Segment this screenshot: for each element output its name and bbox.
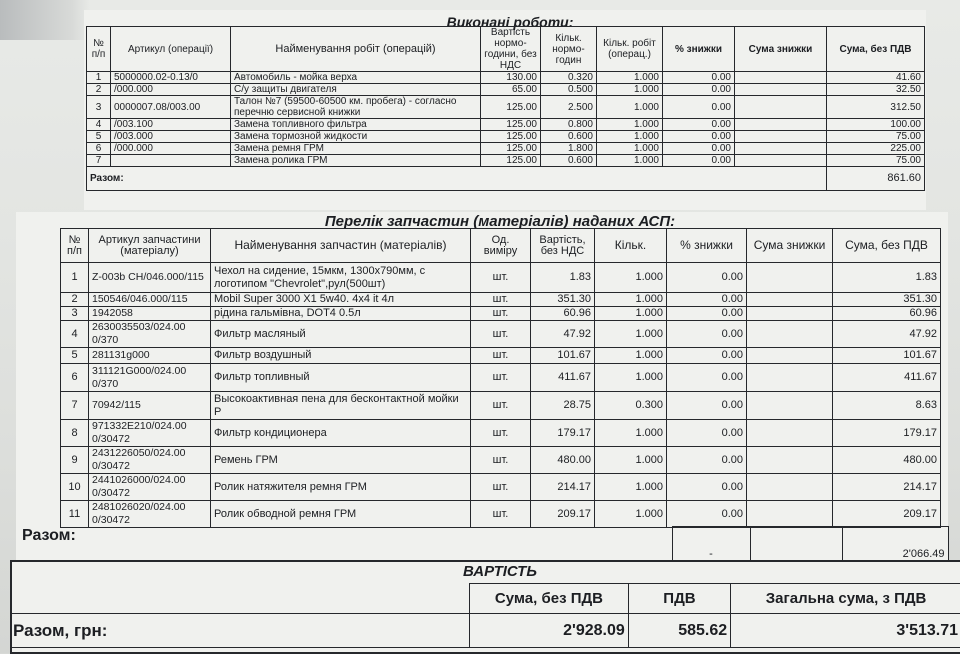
parts-row-discount-sum <box>747 293 833 307</box>
parts-row-discount-sum <box>747 263 833 293</box>
parts-row-discount-sum <box>747 321 833 348</box>
parts-row-discount: 0.00 <box>667 263 747 293</box>
parts-row-discount: 0.00 <box>667 501 747 528</box>
works-col-number: № п/п <box>87 27 111 72</box>
works-row-sum: 312.50 <box>827 96 925 119</box>
parts-row-qty: 1.000 <box>595 263 667 293</box>
works-row-article: 0000007.08/003.00 <box>111 96 231 119</box>
parts-col-discount-sum: Сума знижки <box>747 229 833 263</box>
cost-total-value: 3'513.71 <box>731 614 960 648</box>
parts-row-sum: 480.00 <box>833 447 941 474</box>
works-row-hours: 0.320 <box>541 72 597 84</box>
works-row-discount-sum <box>735 84 827 96</box>
parts-row-number: 1 <box>61 263 89 293</box>
parts-row-number: 9 <box>61 447 89 474</box>
works-row-discount: 0.00 <box>663 72 735 84</box>
parts-col-number: № п/п <box>61 229 89 263</box>
works-col-sum: Сума, без ПДВ <box>827 27 925 72</box>
parts-total-dash: - <box>672 527 750 561</box>
works-row-name: Автомобиль - мойка верха <box>231 72 481 84</box>
works-row-discount-sum <box>735 119 827 131</box>
works-col-hours: Кільк. нормо-годин <box>541 27 597 72</box>
cost-label: Разом, грн: <box>10 614 470 648</box>
works-row-qty: 1.000 <box>597 84 663 96</box>
parts-row-price: 209.17 <box>531 501 595 528</box>
parts-row <box>61 447 941 474</box>
parts-title: Перелік запчастин (матеріалів) наданих АСП: <box>324 213 676 230</box>
works-row-article: /003.000 <box>111 131 231 143</box>
parts-row-qty: 1.000 <box>595 364 667 392</box>
works-row-qty: 1.000 <box>597 119 663 131</box>
parts-row-qty: 1.000 <box>595 348 667 364</box>
works-row-qty: 1.000 <box>597 96 663 119</box>
parts-row-unit: шт. <box>471 348 531 364</box>
parts-row-price: 1.83 <box>531 263 595 293</box>
works-row-article: /003.100 <box>111 119 231 131</box>
parts-row-article: 971332E210/024.00 0/30472 <box>89 420 211 447</box>
works-row-name: Замена ролика ГРМ <box>231 155 481 167</box>
parts-row-article: 1942058 <box>89 307 211 321</box>
parts-row-article: 150546/046.000/115 <box>89 293 211 307</box>
works-row-name: Замена тормозной жидкости <box>231 131 481 143</box>
parts-row <box>61 348 941 364</box>
works-row-sum: 32.50 <box>827 84 925 96</box>
parts-row-sum: 1.83 <box>833 263 941 293</box>
works-row-number: 2 <box>87 84 111 96</box>
works-row-name: Талон №7 (59500-60500 км. пробега) - согласно перечню сервисной книжки <box>231 96 481 119</box>
parts-col-name: Найменування запчастин (матеріалів) <box>211 229 471 263</box>
parts-row-discount-sum <box>747 348 833 364</box>
parts-row-number: 8 <box>61 420 89 447</box>
works-row-qty: 1.000 <box>597 155 663 167</box>
works-row <box>87 143 925 155</box>
parts-row-qty: 1.000 <box>595 293 667 307</box>
works-row-hours: 0.800 <box>541 119 597 131</box>
works-row-sum: 75.00 <box>827 155 925 167</box>
works-row-discount: 0.00 <box>663 84 735 96</box>
parts-row <box>61 321 941 348</box>
parts-row-number: 3 <box>61 307 89 321</box>
parts-row-sum: 60.96 <box>833 307 941 321</box>
parts-row-name: Высокоактивная пена для бесконтактной мойки Р <box>211 392 471 420</box>
parts-row-qty: 1.000 <box>595 420 667 447</box>
works-row-discount: 0.00 <box>663 143 735 155</box>
works-row-article: /000.000 <box>111 84 231 96</box>
works-row-hours: 2.500 <box>541 96 597 119</box>
works-row-number: 1 <box>87 72 111 84</box>
works-total-label: Разом: <box>87 167 231 191</box>
works-header-row <box>87 27 925 72</box>
cost-vat-value: 585.62 <box>628 614 730 648</box>
parts-row-discount: 0.00 <box>667 392 747 420</box>
parts-row-article: 2481026020/024.00 0/30472 <box>89 501 211 528</box>
parts-row-price: 480.00 <box>531 447 595 474</box>
parts-row-qty: 1.000 <box>595 474 667 501</box>
parts-row-price: 214.17 <box>531 474 595 501</box>
parts-row-discount: 0.00 <box>667 321 747 348</box>
parts-col-qty: Кільк. <box>595 229 667 263</box>
parts-row-discount-sum <box>747 420 833 447</box>
works-row-price: 65.00 <box>481 84 541 96</box>
parts-row <box>61 501 941 528</box>
works-row-discount-sum <box>735 96 827 119</box>
parts-row <box>61 474 941 501</box>
parts-row-qty: 0.300 <box>595 392 667 420</box>
parts-col-unit: Од. виміру <box>471 229 531 263</box>
works-row-discount: 0.00 <box>663 155 735 167</box>
parts-row-discount: 0.00 <box>667 293 747 307</box>
parts-row-discount: 0.00 <box>667 364 747 392</box>
parts-total-table <box>16 526 949 561</box>
parts-row-price: 101.67 <box>531 348 595 364</box>
parts-row-unit: шт. <box>471 447 531 474</box>
works-col-article: Артикул (операції) <box>111 27 231 72</box>
parts-row <box>61 307 941 321</box>
parts-row-name: рідина гальмівна, DOT4 0.5л <box>211 307 471 321</box>
parts-row-unit: шт. <box>471 420 531 447</box>
works-row-name: Замена топливного фильтра <box>231 119 481 131</box>
parts-row-sum: 209.17 <box>833 501 941 528</box>
works-row-price: 130.00 <box>481 72 541 84</box>
parts-row <box>61 263 941 293</box>
parts-row-qty: 1.000 <box>595 447 667 474</box>
works-row-name: С/у защиты двигателя <box>231 84 481 96</box>
parts-row-unit: шт. <box>471 307 531 321</box>
parts-row-qty: 1.000 <box>595 321 667 348</box>
parts-row-number: 4 <box>61 321 89 348</box>
parts-row-sum: 8.63 <box>833 392 941 420</box>
works-row-article: /000.000 <box>111 143 231 155</box>
parts-row-number: 11 <box>61 501 89 528</box>
parts-row-discount: 0.00 <box>667 307 747 321</box>
parts-row-name: Mobil Super 3000 X1 5w40. 4x4 it 4л <box>211 293 471 307</box>
parts-row-unit: шт. <box>471 501 531 528</box>
works-row-discount: 0.00 <box>663 96 735 119</box>
parts-row-discount-sum <box>747 307 833 321</box>
parts-row-number: 6 <box>61 364 89 392</box>
parts-row-discount: 0.00 <box>667 420 747 447</box>
works-row-price: 125.00 <box>481 131 541 143</box>
works-row-number: 7 <box>87 155 111 167</box>
works-row <box>87 119 925 131</box>
parts-row-unit: шт. <box>471 392 531 420</box>
parts-row-name: Ремень ГРМ <box>211 447 471 474</box>
parts-row-name: Фильтр кондиционера <box>211 420 471 447</box>
works-row-number: 4 <box>87 119 111 131</box>
parts-row-unit: шт. <box>471 474 531 501</box>
cost-col-total: Загальна сума, з ПДВ <box>731 584 960 614</box>
parts-row-article: 2441026000/024.00 0/30472 <box>89 474 211 501</box>
parts-row-name: Фильтр масляный <box>211 321 471 348</box>
parts-row-sum: 101.67 <box>833 348 941 364</box>
parts-row-sum: 351.30 <box>833 293 941 307</box>
parts-row-article: 281131g000 <box>89 348 211 364</box>
parts-row-discount-sum <box>747 474 833 501</box>
cost-col-net: Сума, без ПДВ <box>470 584 629 614</box>
works-col-qty: Кільк. робіт (операц.) <box>597 27 663 72</box>
parts-row-discount-sum <box>747 364 833 392</box>
works-row-discount-sum <box>735 72 827 84</box>
parts-row-article: 70942/115 <box>89 392 211 420</box>
works-col-price: Вартість нормо-години, без НДС <box>481 27 541 72</box>
works-table <box>86 26 925 191</box>
works-row-hours: 0.600 <box>541 131 597 143</box>
parts-row-price: 179.17 <box>531 420 595 447</box>
parts-row <box>61 420 941 447</box>
parts-row-discount-sum <box>747 501 833 528</box>
parts-row-article: 2630035503/024.00 0/370 <box>89 321 211 348</box>
works-row <box>87 72 925 84</box>
parts-row <box>61 364 941 392</box>
parts-row-number: 7 <box>61 392 89 420</box>
works-col-name: Найменування робіт (операцій) <box>231 27 481 72</box>
works-row-qty: 1.000 <box>597 131 663 143</box>
works-row-name: Замена ремня ГРМ <box>231 143 481 155</box>
parts-row-price: 411.67 <box>531 364 595 392</box>
parts-row-sum: 179.17 <box>833 420 941 447</box>
parts-col-sum: Сума, без ПДВ <box>833 229 941 263</box>
parts-total-row <box>16 527 948 561</box>
works-row <box>87 131 925 143</box>
works-row-article <box>111 155 231 167</box>
works-row-hours: 1.800 <box>541 143 597 155</box>
works-row-sum: 75.00 <box>827 131 925 143</box>
works-row-discount-sum <box>735 131 827 143</box>
works-row-price: 125.00 <box>481 155 541 167</box>
scan-shadow <box>0 0 90 40</box>
cost-title: ВАРТІСТЬ <box>463 563 537 580</box>
works-row-sum: 41.60 <box>827 72 925 84</box>
works-row-price: 125.00 <box>481 143 541 155</box>
cost-values-row <box>10 614 960 648</box>
parts-row-name: Фильтр топливный <box>211 364 471 392</box>
parts-row-unit: шт. <box>471 263 531 293</box>
works-row-number: 6 <box>87 143 111 155</box>
works-row-price: 125.00 <box>481 119 541 131</box>
parts-row-sum: 214.17 <box>833 474 941 501</box>
works-row-discount: 0.00 <box>663 119 735 131</box>
works-row-number: 3 <box>87 96 111 119</box>
works-row-price: 125.00 <box>481 96 541 119</box>
parts-table <box>60 228 941 528</box>
parts-row-number: 10 <box>61 474 89 501</box>
parts-row-article: Z-003b CH/046.000/115 <box>89 263 211 293</box>
works-row-qty: 1.000 <box>597 143 663 155</box>
parts-row-sum: 411.67 <box>833 364 941 392</box>
parts-row-name: Ролик обводной ремня ГРМ <box>211 501 471 528</box>
parts-row-unit: шт. <box>471 364 531 392</box>
cost-table <box>10 583 960 648</box>
parts-row-article: 311121G000/024.00 0/370 <box>89 364 211 392</box>
parts-row-discount: 0.00 <box>667 348 747 364</box>
works-total-sum: 861.60 <box>827 167 925 191</box>
parts-row <box>61 293 941 307</box>
works-col-discount-sum: Сума знижки <box>735 27 827 72</box>
works-row-discount-sum <box>735 143 827 155</box>
parts-row-price: 60.96 <box>531 307 595 321</box>
parts-col-discount: % знижки <box>667 229 747 263</box>
parts-row-unit: шт. <box>471 293 531 307</box>
parts-row-discount: 0.00 <box>667 447 747 474</box>
parts-total-label: Разом: <box>22 526 76 544</box>
cost-col-vat: ПДВ <box>628 584 730 614</box>
parts-header-row <box>61 229 941 263</box>
cost-net-value: 2'928.09 <box>470 614 629 648</box>
parts-row-price: 28.75 <box>531 392 595 420</box>
parts-col-article: Артикул запчастини (матеріалу) <box>89 229 211 263</box>
parts-row-name: Чехол на сидение, 15мкм, 1300х790мм, с логотипом "Chevrolet",рул(500шт) <box>211 263 471 293</box>
works-col-discount: % знижки <box>663 27 735 72</box>
works-row-hours: 0.500 <box>541 84 597 96</box>
parts-row <box>61 392 941 420</box>
works-row <box>87 96 925 119</box>
works-row-sum: 100.00 <box>827 119 925 131</box>
parts-row-qty: 1.000 <box>595 307 667 321</box>
cost-header-row <box>10 584 960 614</box>
parts-row-price: 351.30 <box>531 293 595 307</box>
parts-row-sum: 47.92 <box>833 321 941 348</box>
parts-row-number: 5 <box>61 348 89 364</box>
works-row <box>87 84 925 96</box>
parts-row-name: Ролик натяжителя ремня ГРМ <box>211 474 471 501</box>
parts-row-price: 47.92 <box>531 321 595 348</box>
works-row-article: 5000000.02-0.13/0 <box>111 72 231 84</box>
works-title: Виконані роботи: <box>446 14 574 30</box>
parts-total-sum: 2'066.49 <box>842 527 948 561</box>
works-row-number: 5 <box>87 131 111 143</box>
works-row-hours: 0.600 <box>541 155 597 167</box>
works-row-sum: 225.00 <box>827 143 925 155</box>
works-row-discount-sum <box>735 155 827 167</box>
works-row-discount: 0.00 <box>663 131 735 143</box>
parts-row-name: Фильтр воздушный <box>211 348 471 364</box>
parts-row-article: 2431226050/024.00 0/30472 <box>89 447 211 474</box>
parts-col-price: Вартість, без НДС <box>531 229 595 263</box>
parts-row-discount-sum <box>747 447 833 474</box>
parts-row-discount-sum <box>747 392 833 420</box>
parts-row-qty: 1.000 <box>595 501 667 528</box>
parts-row-number: 2 <box>61 293 89 307</box>
parts-row-unit: шт. <box>471 321 531 348</box>
works-row <box>87 155 925 167</box>
works-total-row <box>87 167 925 191</box>
parts-row-discount: 0.00 <box>667 474 747 501</box>
works-row-qty: 1.000 <box>597 72 663 84</box>
